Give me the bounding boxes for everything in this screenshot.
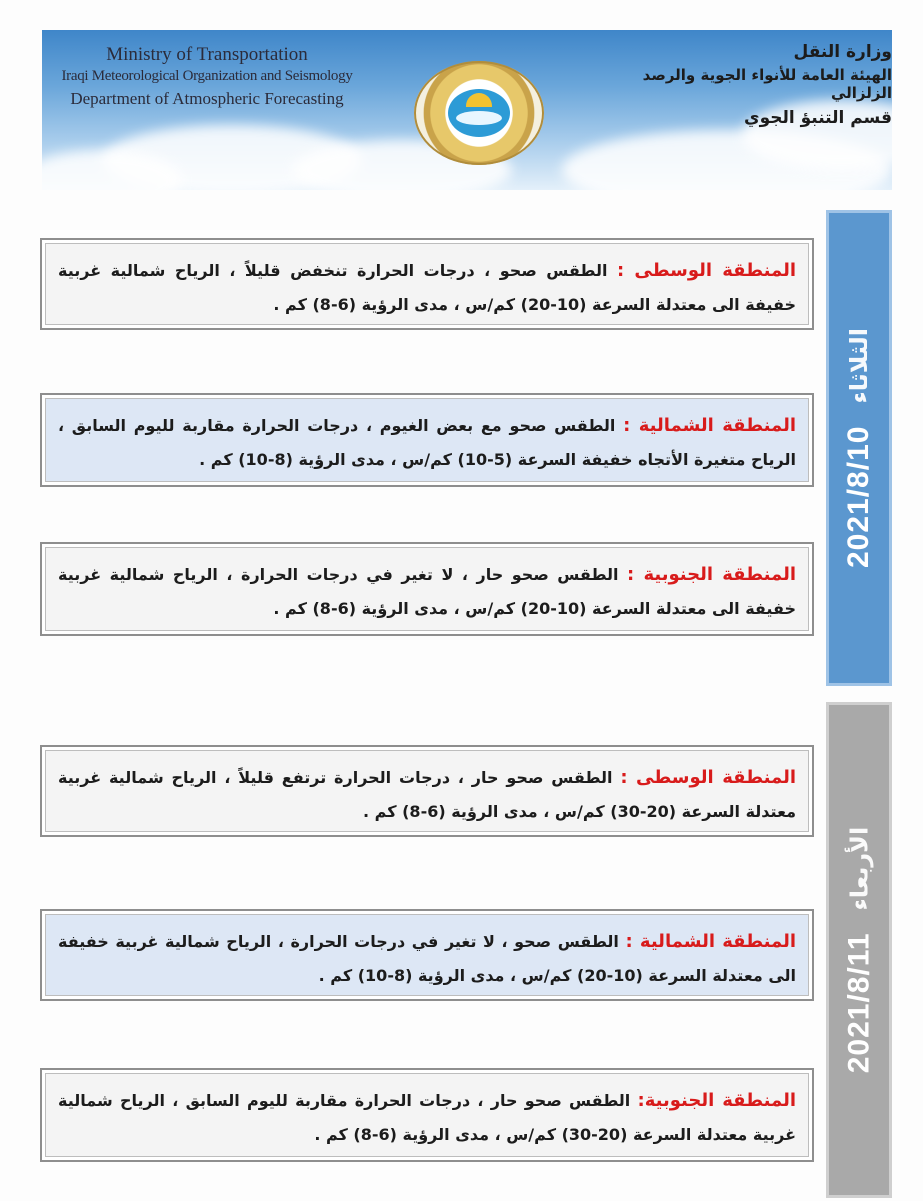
day-bar-wednesday (826, 702, 892, 1198)
day-name: الثلاثاء (845, 327, 873, 404)
region-label: المنطقة الوسطى : (617, 260, 797, 281)
forecast-central-day2 (40, 745, 814, 837)
forecast-text: الطقس صحو حار ، لا تغير في درجات الحرارة ، الرياح شمالية غربية خفيفة الى معتدلة السرعة (10-20) كم/س ، مدى الرؤية (6-8) كم . (58, 565, 796, 618)
forecast-text: الطقس صحو حار ، درجات الحرارة ترتفع قليلاً ، الرياح شمالية غربية معتدلة السرعة (20-30) كم/س ، مدى الرؤية (6-8) كم . (58, 768, 796, 821)
day-bar-tuesday (826, 210, 892, 686)
forecast-text: الطقس صحو حار ، درجات الحرارة مقاربة لليوم السابق ، الرياح شمالية غربية معتدلة السرعة (20-30) كم/س ، مدى الرؤية (6-8) كم . (58, 1091, 796, 1144)
header-banner (42, 30, 892, 190)
forecast-text: الطقس صحو ، لا تغير في درجات الحرارة ، الرياح شمالية غربية خفيفة الى معتدلة السرعة (10-20) كم/س ، مدى الرؤية (8-10) كم . (58, 932, 796, 985)
department-name-ar: قسم التنبؤ الجوي (744, 108, 892, 128)
region-label: المنطقة الجنوبية : (627, 564, 796, 585)
organization-name-en: Iraqi Meteorological Organization and Seismology (61, 68, 353, 84)
forecast-text: الطقس صحو ، درجات الحرارة تنخفض قليلاً ، الرياح شمالية غربية خفيفة الى معتدلة السرعة (10-20) كم/س ، مدى الرؤية (6-8) كم . (58, 261, 796, 314)
region-label: المنطقة الوسطى : (620, 767, 796, 788)
day-date: 2021/8/11 (842, 932, 876, 1074)
ministry-name-en: Ministry of Transportation (106, 44, 308, 65)
ministry-name-ar: وزارة النقل (793, 42, 892, 62)
forecast-text: الطقس صحو مع بعض الغيوم ، درجات الحرارة مقاربة لليوم السابق ، الرياح متغيرة الأتجاه خفيفة السرعة (5-10) كم/س ، مدى الرؤية (8-10) كم . (58, 416, 796, 469)
region-label: المنطقة الجنوبية: (637, 1090, 796, 1111)
forecast-north-day1 (40, 393, 814, 487)
forecast-south-day1 (40, 542, 814, 636)
forecast-south-day2 (40, 1068, 814, 1162)
day-date: 2021/8/10 (842, 425, 875, 569)
ministry-english-title (42, 44, 372, 109)
forecast-north-day2 (40, 909, 814, 1001)
department-name-en: Department of Atmospheric Forecasting (70, 89, 344, 108)
region-label: المنطقة الشمالية : (625, 931, 797, 952)
organization-name-ar: الهيئة العامة للأنواء الجوية والرصد الزلزالي (642, 66, 892, 102)
ministry-arabic-title (592, 42, 892, 128)
region-label: المنطقة الشمالية : (623, 415, 797, 436)
day-name: الأربعاء (845, 826, 874, 911)
organization-logo-icon (414, 61, 544, 165)
forecast-central-day1 (40, 238, 814, 330)
